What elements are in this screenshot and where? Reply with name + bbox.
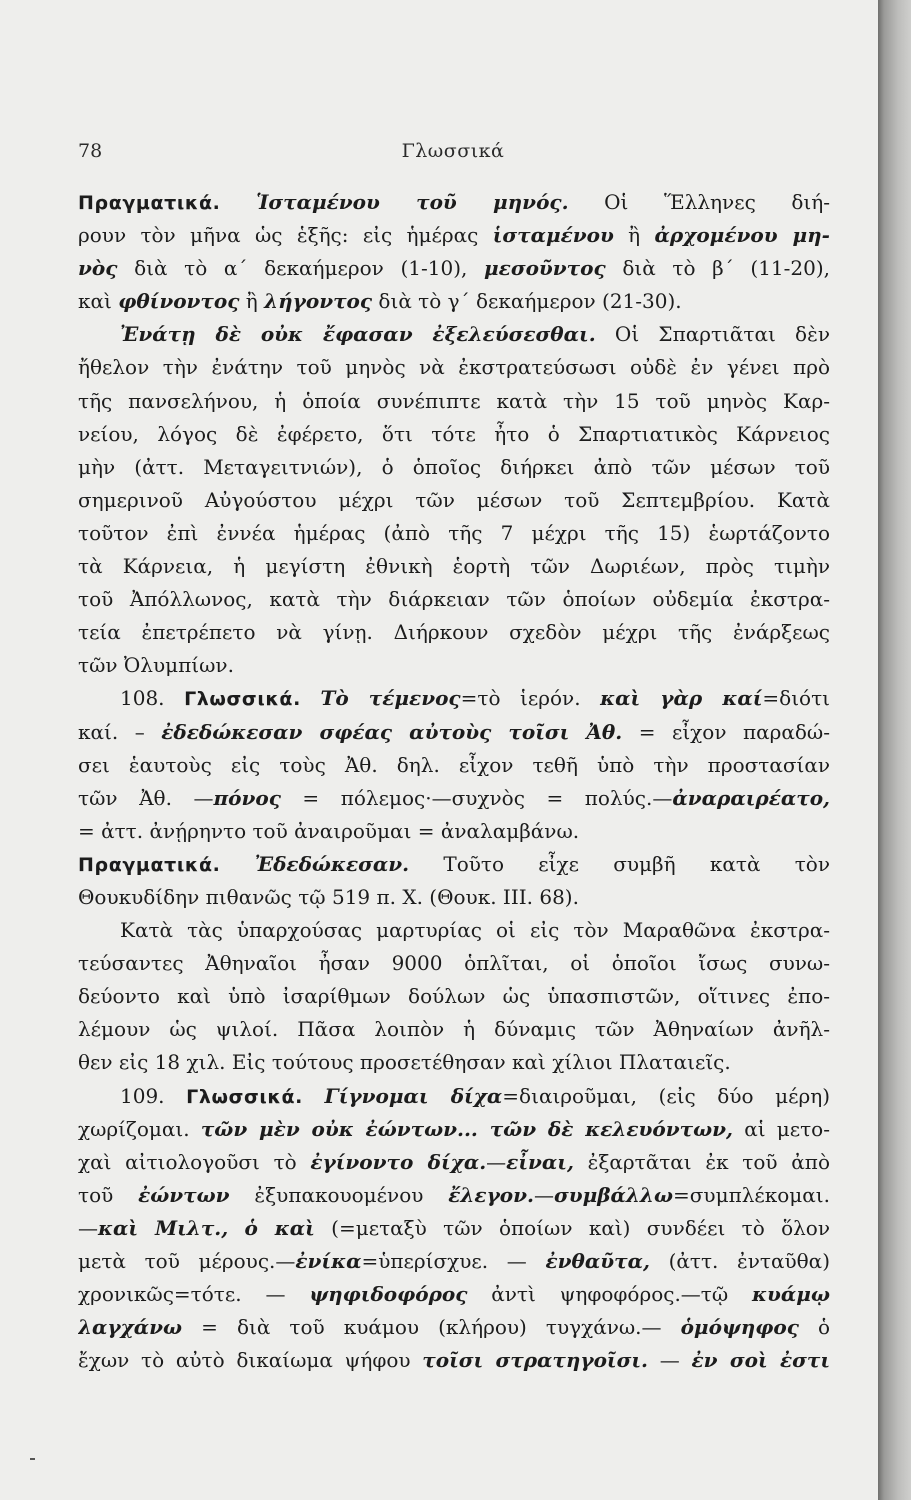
text-line (78, 318, 830, 351)
text-segment: (=μεταξὺ τῶν ὁποίων καὶ) συνδέει τὸ ὅλον (314, 1215, 830, 1240)
text-line (78, 186, 830, 219)
quoted-term: τοῖσι στρατηγοῖσι. (422, 1348, 649, 1373)
text-segment (220, 190, 256, 214)
text-segment: λέμουν ὡς ψιλοί. Πᾶσα λοιπὸν ἡ δύναμις τῶν Ἀθηναίων ἀνῆλ- (78, 1017, 830, 1042)
text-segment: τοῦ (78, 1182, 139, 1207)
section-heading: Γλωσσικά. (184, 688, 301, 711)
text-segment (301, 686, 321, 710)
quoted-term: Ἱσταμένου τοῦ μηνός. (256, 190, 569, 214)
text-segment: — (78, 1215, 98, 1240)
quoted-term: ὁ καὶ (244, 1215, 315, 1240)
text-segment: χαὶ αἰτιολογοῦσι τὸ (78, 1149, 311, 1174)
text-segment: 108. (120, 686, 185, 711)
text-segment: ὁ (798, 1315, 830, 1340)
text-line (78, 848, 830, 881)
text-line (78, 1080, 830, 1113)
body-text (78, 186, 830, 1377)
quoted-term: ἐνίκα (295, 1249, 362, 1273)
quoted-term: λήγοντος (264, 289, 373, 314)
text-segment: καί. – (78, 719, 162, 744)
text-line (78, 1013, 830, 1046)
text-segment: χρονικῶς=τότε. — (78, 1282, 310, 1307)
quoted-term: συμβάλλω (553, 1182, 673, 1207)
quoted-term: ἐν σοὶ ἐστι (691, 1348, 830, 1373)
text-segment: θεν εἰς 18 χιλ. Εἰς τούτους προσετέθησαν καὶ χίλιοι Πλαταιεῖς. (78, 1050, 731, 1075)
text-segment: (ἀττ. ἐνταῦθα) (649, 1249, 830, 1273)
text-segment: =διότι (762, 686, 830, 711)
quoted-term: Ἐνάτῃ δὲ οὐκ ἔφασαν ἐξελεύσεσθαι. (120, 322, 596, 347)
quoted-term: ἀρχομένου μη- (654, 223, 830, 248)
text-segment (220, 852, 254, 876)
quoted-term: ἱσταμένου (492, 223, 614, 248)
text-segment: = εἶχον παραδώ- (622, 719, 830, 744)
text-segment: τῶν Ἀθ. — (78, 785, 214, 810)
text-line (78, 418, 830, 451)
quoted-term: ἔλεγον. (448, 1182, 534, 1207)
text-line (78, 1046, 830, 1079)
text-segment: τεύσαντες Ἀθηναῖοι ἦσαν 9000 ὁπλῖται, οἱ ὁποῖοι ἴσως συνω- (78, 951, 830, 976)
text-segment: Οἱ Ἕλληνες διή- (568, 190, 830, 214)
quoted-term: πόνος (213, 785, 281, 810)
text-segment: ἔχων τὸ αὐτὸ δικαίωμα ψήφου (78, 1348, 423, 1373)
text-line (78, 1344, 830, 1377)
text-segment: ἐξαρτᾶται ἐκ τοῦ ἀπὸ (573, 1149, 830, 1174)
quoted-term: ὁμόψηφος (680, 1315, 799, 1340)
text-line (78, 616, 830, 649)
text-segment: χωρίζομαι. (78, 1116, 201, 1141)
text-line (78, 815, 830, 848)
quoted-term: ἐδεδώκεσαν σφέας αὐτοὺς τοῖσι Ἀθ. (161, 719, 623, 744)
text-line (78, 1146, 830, 1179)
text-line (78, 517, 830, 550)
page-header (78, 140, 828, 174)
text-segment: — (486, 1149, 507, 1174)
text-segment: τεία ἐπετρέπετο νὰ γίνῃ. Διήρκουν σχεδὸν μέχρι τῆς ἐνάρξεως (78, 620, 830, 645)
text-line (78, 219, 830, 252)
text-segment: = ἀττ. ἀνῄρηντο τοῦ ἀναιροῦμαι = ἀναλαμβάνω. (78, 818, 580, 843)
text-segment: Κατὰ τὰς ὑπαρχούσας μαρτυρίας οἱ εἰς τὸν Μαραθῶνα ἐκστρα- (120, 918, 830, 943)
text-segment: — (648, 1348, 692, 1373)
quoted-term: Τὸ τέμενος (320, 686, 461, 711)
text-segment: τῆς πανσελήνου, ἡ ὁποία συνέπιπτε κατὰ τὴν 15 τοῦ μηνὸς Καρ- (78, 388, 830, 413)
text-segment: μὴν (ἀττ. Μεταγειτνιών), ὁ ὁποῖος διήρκει ἀπὸ τῶν μέσων τοῦ (78, 454, 830, 479)
text-line (78, 1245, 830, 1278)
text-segment: σει ἑαυτοὺς εἰς τοὺς Ἀθ. δηλ. εἶχον τεθῆ ὑπὸ τὴν προστασίαν (78, 752, 830, 777)
text-segment: ἢ (239, 289, 265, 314)
quoted-term: Ἐδεδώκεσαν. (254, 851, 410, 876)
text-segment: τοῦτον ἐπὶ ἐννέα ἡμέρας (ἀπὸ τῆς 7 μέχρι τῆς 15) ἑωρτάζοντο (78, 520, 830, 545)
text-segment: ἀντὶ ψηφοφόρος.—τῷ (467, 1282, 753, 1307)
text-segment: τῶν Ὀλυμπίων. (78, 653, 234, 678)
text-segment: δεύοντο καὶ ὑπὸ ἰσαρίθμων δούλων ὡς ὑπασπιστῶν, οἵτινες ἐπο- (78, 984, 830, 1009)
text-segment: διὰ τὸ γ΄ δεκαήμερον (21-30). (372, 289, 682, 314)
section-heading: Πραγματικά. (78, 192, 221, 214)
text-segment: Οἱ Σπαρτιᾶται δὲν (595, 322, 830, 347)
section-heading: Γλωσσικά. (186, 1085, 303, 1108)
quoted-term: Γίγνομαι δίχα (324, 1083, 503, 1108)
margin-mark (30, 1458, 35, 1460)
text-line (78, 351, 830, 384)
text-line (78, 914, 830, 947)
text-segment: = διὰ τοῦ κυάμου (κλήρου) τυγχάνω.— (182, 1315, 681, 1340)
text-line (78, 881, 830, 914)
text-segment: — (533, 1182, 554, 1207)
text-segment: τὰ Κάρνεια, ἡ μεγίστη ἐθνικὴ ἑορτὴ τῶν Δωριέων, πρὸς τιμὴν (78, 554, 830, 579)
quoted-term: μεσοῦντος (484, 256, 606, 281)
text-line (78, 947, 830, 980)
running-title: Γλωσσικά (401, 140, 505, 162)
quoted-term: εἶναι, (506, 1149, 574, 1174)
text-line (78, 1311, 830, 1344)
quoted-term: φθίνοντος (118, 289, 240, 314)
text-line (78, 1212, 830, 1245)
quoted-term: καὶ γὰρ καί (600, 686, 763, 711)
text-segment: Τοῦτο εἶχε συμβῆ κατὰ τὸν (409, 851, 830, 876)
text-line (78, 451, 830, 484)
text-line (78, 285, 830, 318)
text-line (78, 550, 830, 583)
text-segment: =ὑπερίσχυε. — (361, 1249, 546, 1273)
text-line (78, 1179, 830, 1212)
text-line (78, 716, 830, 749)
quoted-term: ἀναραιρέατο, (672, 785, 830, 810)
text-segment: μετὰ τοῦ μέρους.— (78, 1249, 296, 1273)
text-segment: αἱ μετο- (732, 1116, 830, 1141)
text-segment: σημερινοῦ Αὐγούστου μέχρι τῶν μέσων τοῦ Σεπτεμβρίου. Κατὰ (78, 487, 830, 512)
text-segment (228, 1216, 244, 1240)
text-line (78, 252, 830, 285)
quoted-term: ἐώντων (138, 1182, 230, 1207)
quoted-term: καὶ Μιλτ., (98, 1215, 229, 1240)
text-segment: τοῦ Ἀπόλλωνος, κατὰ τὴν διάρκειαν τῶν ὁποίων οὐδεμία ἐκστρα- (78, 587, 830, 612)
section-heading: Πραγματικά. (78, 853, 221, 876)
quoted-term: λαγχάνω (78, 1315, 183, 1340)
text-segment: Θουκυδίδην πιθανῶς τῷ 519 π. Χ. (Θουκ. ΙΙΙ. 68). (78, 884, 579, 909)
text-segment (303, 1084, 325, 1108)
page-number: 78 (78, 140, 103, 162)
text-line (78, 649, 830, 682)
quoted-term: τῶν μὲν οὐκ ἐώντων... τῶν δὲ κελευόντων, (200, 1116, 733, 1141)
text-segment: ἐξυπακουομένου (229, 1182, 449, 1207)
text-segment: νείου, λόγος δὲ ἐφέρετο, ὅτι τότε ἦτο ὁ Σπαρτιατικὸς Κάρνειος (78, 421, 830, 446)
text-line (78, 1113, 830, 1146)
text-line (78, 583, 830, 616)
text-segment: =διαιροῦμαι, (εἰς δύο μέρη) (502, 1083, 830, 1108)
text-segment: = πόλεμος·—συχνὸς = πολύς.— (280, 785, 673, 810)
text-segment: 109. (120, 1083, 187, 1108)
text-segment: διὰ τὸ β΄ (11-20), (605, 256, 830, 281)
text-line (78, 749, 830, 782)
text-line (78, 782, 830, 815)
text-line (78, 385, 830, 418)
text-line (78, 1278, 830, 1311)
text-segment: ρουν τὸν μῆνα ὡς ἑξῆς: εἰς ἡμέρας (78, 223, 493, 248)
text-line (78, 980, 830, 1013)
quoted-term: ἐνθαῦτα, (545, 1249, 650, 1273)
text-line (78, 682, 830, 715)
quoted-term: κυάμῳ (752, 1282, 830, 1307)
quoted-term: ψηφιδοφόρος (309, 1282, 468, 1307)
text-segment: καὶ (78, 289, 119, 314)
text-segment: ἢ (613, 223, 655, 248)
book-gutter-shadow (878, 0, 911, 1500)
quoted-term: νὸς (78, 256, 118, 281)
text-segment: =τὸ ἱερόν. (460, 686, 601, 711)
quoted-term: ἐγίνοντο δίχα. (310, 1149, 487, 1174)
text-segment: =συμπλέκομαι. (673, 1182, 830, 1207)
text-segment: ἤθελον τὴν ἐνάτην τοῦ μηνὸς νὰ ἐκστρατεύσωσι οὐδὲ ἐν γένει πρὸ (78, 355, 830, 380)
text-segment: διὰ τὸ α΄ δεκαήμερον (1-10), (117, 256, 485, 281)
text-line (78, 484, 830, 517)
